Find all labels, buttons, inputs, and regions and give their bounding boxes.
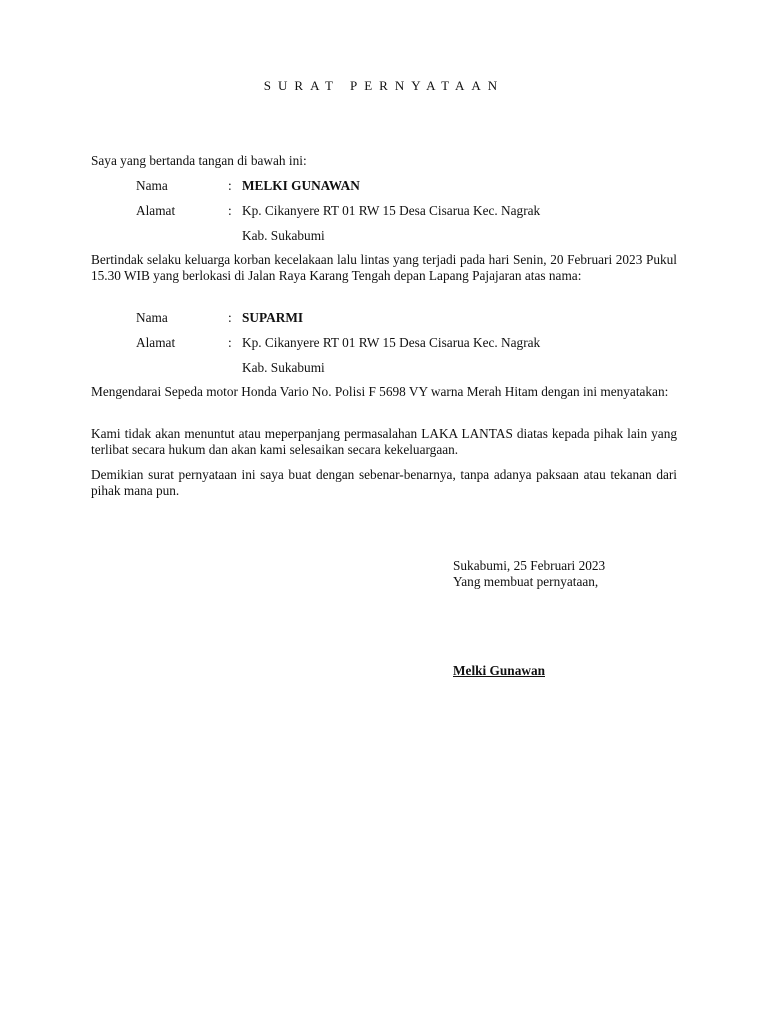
- closing-paragraph: Demikian surat pernyataan ini saya buat dengan sebenar-benarnya, tanpa adanya paksaan atau tekanan dari pihak mana pun.: [91, 467, 677, 498]
- victim-name-label: Nama: [136, 310, 168, 325]
- declarant-address-colon: :: [228, 203, 232, 218]
- victim-address-colon: :: [228, 335, 232, 350]
- signature-role: Yang membuat pernyataan,: [453, 574, 599, 589]
- document-title: SURAT PERNYATAAN: [263, 78, 505, 93]
- intro-text: Saya yang bertanda tangan di bawah ini:: [91, 153, 307, 168]
- declarant-name-label: Nama: [136, 178, 168, 193]
- signature-place-date: Sukabumi, 25 Februari 2023: [453, 558, 606, 573]
- incident-paragraph: Bertindak selaku keluarga korban kecelakaan lalu lintas yang terjadi pada hari Senin, 20 Februari 2023 Pukul 15.30 WIB yang berlokasi di Jalan Raya Karang Tengah depan Lapang Pajajaran atas nama:: [91, 252, 677, 283]
- declarant-name-colon: :: [228, 178, 232, 193]
- victim-address-line2: Kab. Sukabumi: [242, 360, 325, 375]
- declarant-address-label: Alamat: [136, 203, 176, 218]
- statement-paragraph: Kami tidak akan menuntut atau meperpanjang permasalahan LAKA LANTAS diatas kepada pihak lain yang terlibat secara hukum dan akan kami selesaikan secara kekeluargaan.: [91, 426, 677, 457]
- victim-address-line1: Kp. Cikanyere RT 01 RW 15 Desa Cisarua Kec. Nagrak: [242, 335, 541, 350]
- declarant-name-value: MELKI GUNAWAN: [242, 178, 360, 193]
- signer-name: Melki Gunawan: [453, 663, 545, 678]
- victim-name-colon: :: [228, 310, 232, 325]
- declarant-address-line1: Kp. Cikanyere RT 01 RW 15 Desa Cisarua Kec. Nagrak: [242, 203, 541, 218]
- victim-name-value: SUPARMI: [242, 310, 304, 325]
- vehicle-paragraph: Mengendarai Sepeda motor Honda Vario No. Polisi F 5698 VY warna Merah Hitam dengan ini menyatakan:: [91, 384, 669, 399]
- declarant-address-line2: Kab. Sukabumi: [242, 228, 325, 243]
- victim-address-label: Alamat: [136, 335, 176, 350]
